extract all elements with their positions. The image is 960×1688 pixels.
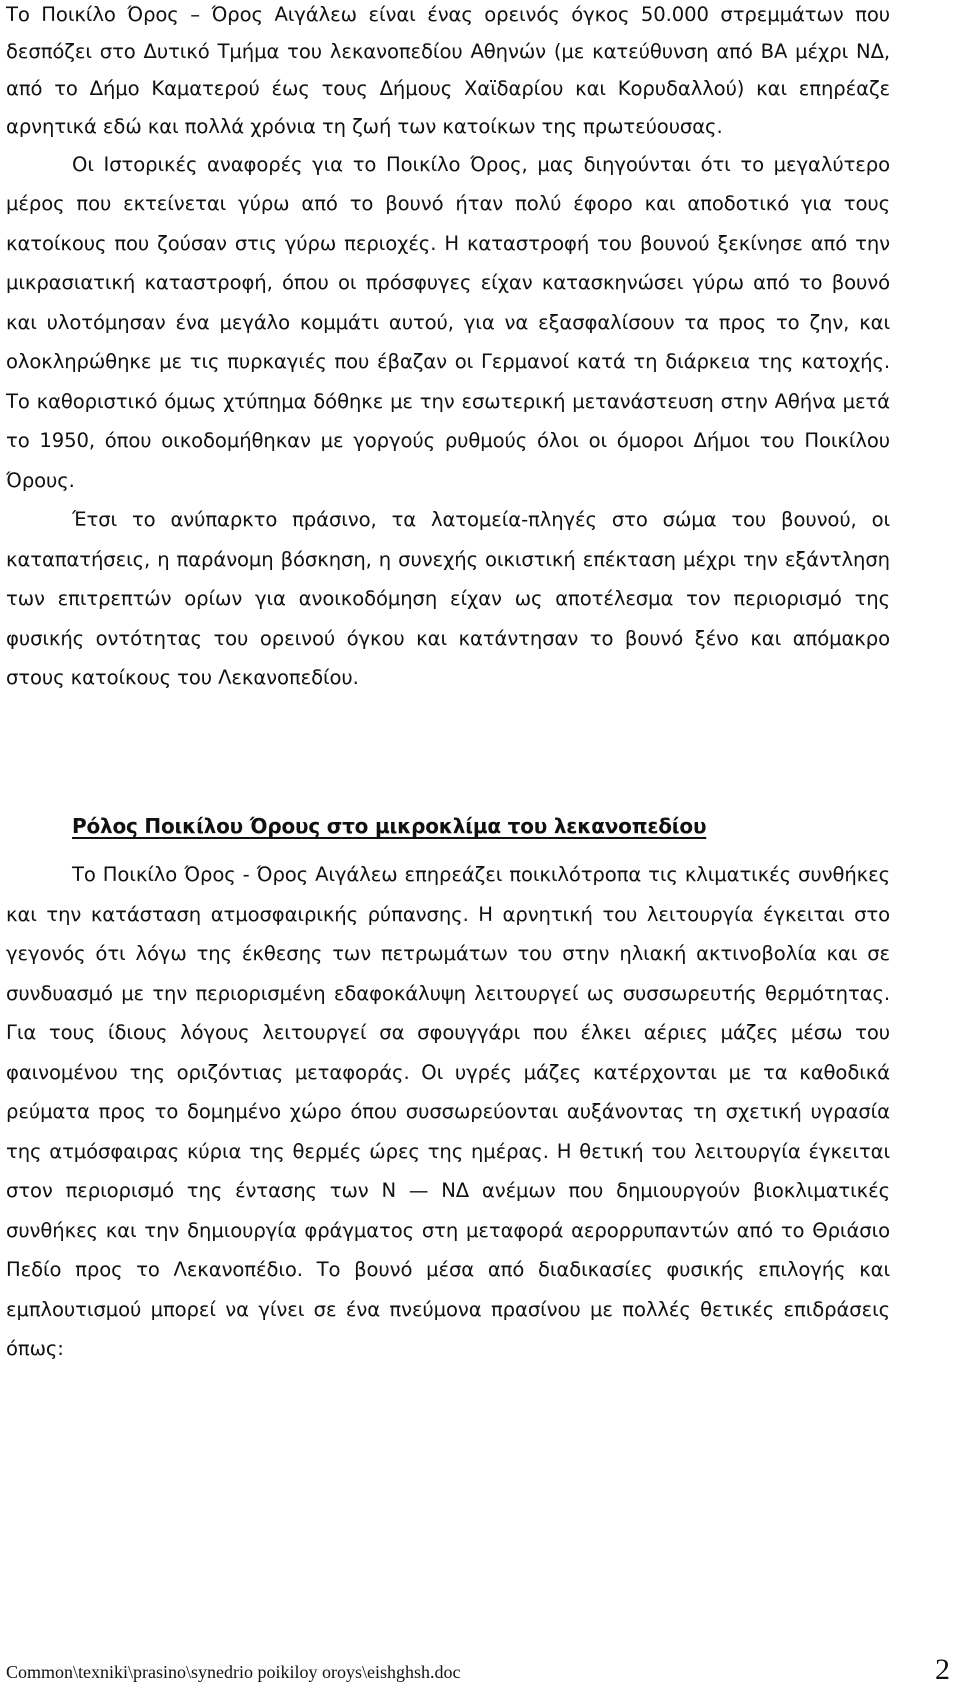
intro-section	[6, 0, 890, 698]
microclimate-section	[6, 855, 890, 1369]
paragraph-history: Οι Ιστορικές αναφορές για το Ποικίλο Όρος, μας διηγούνται ότι το μεγαλύτερο μέρος που εκτείνεται γύρω από το βουνό ήταν πολύ έφορο και αποδοτικό για τους κατοίκους που ζούσαν στις γύρω περιοχές. Η καταστροφή του βουνού ξεκίνησε από την μικρασιατική καταστροφή, όπου οι πρόσφυγες είχαν κατασκηνώσει γύρω από το βουνό και υλοτόμησαν ένα μεγάλο κομμάτι αυτού, για να εξασφαλίσουν τα προς το ζην, και ολοκληρώθηκε με τις πυρκαγιές που έβαζαν οι Γερμανοί κατά τη διάρκεια της κατοχής. Το καθοριστικό όμως χτύπημα δόθηκε με την εσωτερική μετανάστευση στην Αθήνα μετά το 1950, όπου οικοδομήθηκαν με γοργούς ρυθμούς όλοι οι όμοροι Δήμοι του Ποικίλου Όρους.	[6, 152, 890, 492]
page-number: 2	[935, 1653, 950, 1686]
paragraph-intro: Το Ποικίλο Όρος – Όρος Αιγάλεω είναι ένας ορεινός όγκος 50.000 στρεμμάτων που δεσπόζει στο Δυτικό Τμήμα του λεκανοπεδίου Αθηνών (με κατεύθυνση από ΒΑ μέχρι ΝΔ, από το Δήμο Καματερού έως τους Δήμους Χαϊδαρίου και Κορυδαλλού) και επηρέαζε αρνητικά εδώ και πολλά χρόνια τη ζωή των κατοίκων της πρωτεύουσας.	[6, 3, 890, 138]
section-heading: Ρόλος Ποικίλου Όρους στο μικροκλίμα του λεκανοπεδίου	[72, 814, 707, 838]
paragraph-microclimate: Το Ποικίλο Όρος - Όρος Αιγάλεω επηρεάζει ποικιλότροπα τις κλιματικές συνθήκες και την κατάσταση ατμοσφαιρικής ρύπανσης. Η αρνητική του λειτουργία έγκειται στο γεγονός ότι λόγω της έκθεσης των πετρωμάτων του στην ηλιακή ακτινοβολία και σε συνδυασμό με την περιορισμένη εδαφοκάλυψη λειτουργεί ως συσσωρευτής θερμότητας. Για τους ίδιους λόγους λειτουργεί σα σφουγγάρι που έλκει αέριες μάζες μέσω του φαινομένου της οριζόντιας μεταφοράς. Οι υγρές μάζες κατέρχονται με τα καθοδικά ρεύματα προς το δομημένο χώρο όπου συσσωρεύονται αυξάνοντας τη σχετική υγρασία της ατμόσφαιρας κύρια της θερμές ώρες της ημέρας. Η θετική του λειτουργία έγκειται στον περιορισμό της έντασης των Ν — ΝΔ ανέμων που δημιουργούν βιοκλιματικές συνθήκες και την δημιουργία φράγματος στη μεταφορά αερορρυπαντών από το Θριάσιο Πεδίο προς το Λεκανοπέδιο. Το βουνό μέσα από διαδικασίες φυσικής επιλογής και εμπλουτισμού μπορεί να γίνει σε ένα πνεύμονα πρασίνου με πολλές θετικές επιδράσεις όπως:	[6, 863, 890, 1360]
footer-file-path: Common\texniki\prasino\synedrio poikiloy oroys\eishghsh.doc	[6, 1662, 461, 1682]
paragraph-consequences: Έτσι το ανύπαρκτο πράσινο, τα λατομεία-πληγές στο σώμα του βουνού, οι καταπατήσεις, η παράνομη βόσκηση, η συνεχής οικιστική επέκταση μέχρι την εξάντληση των επιτρεπτών ορίων για ανοικοδόμηση είχαν ως αποτέλεσμα τον περιορισμό της φυσικής οντότητας του ορεινού όγκου και κατάντησαν το βουνό ξένο και απόμακρο στους κατοίκους του Λεκανοπεδίου.	[6, 508, 890, 690]
page-footer	[0, 1653, 960, 1687]
